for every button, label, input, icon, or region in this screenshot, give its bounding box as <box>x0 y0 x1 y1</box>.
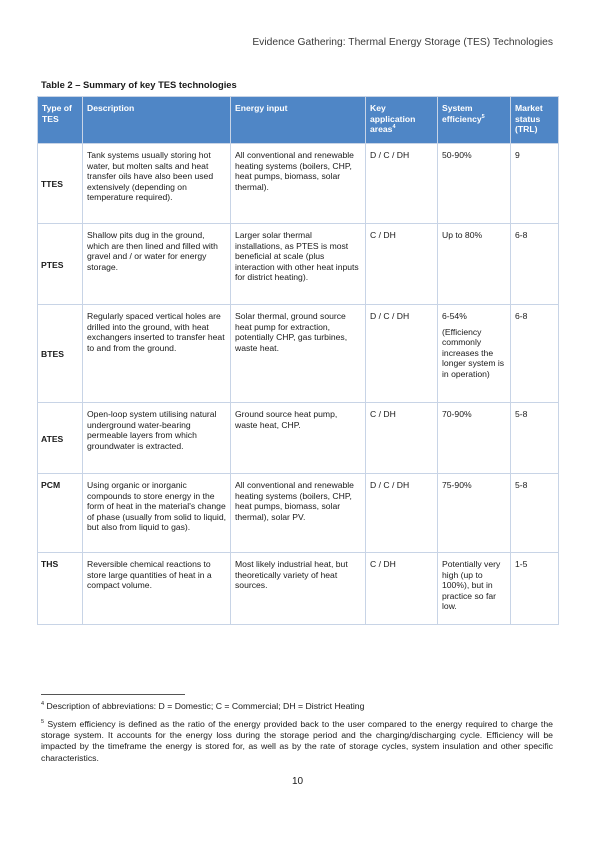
footnote-text: System efficiency is defined as the ratio of the energy provided back to the user compared to the energy required to charge the storage system. It accounts for the energy loss during the storage period and the charging/discharging cycle. Efficiency will be impacted by the timeframe the energy is stored for, as well as by the rate of storage cycles, system insulation and other specific characteristics. <box>41 719 553 763</box>
cell-energy-input: All conventional and renewable heating systems (boilers, CHP, heat pumps, biomass, solar thermal). <box>231 144 366 224</box>
footnote-ref-5: 5 <box>481 113 485 120</box>
footnote-5 <box>41 719 553 764</box>
running-header: Evidence Gathering: Thermal Energy Storage (TES) Technologies <box>252 37 553 48</box>
table-row <box>38 144 559 224</box>
header-key-application-areas: Key application areas$^4$ <box>366 97 438 144</box>
table-row <box>38 474 559 553</box>
footnote-ref-4: 4 <box>392 124 396 131</box>
footnote-divider <box>41 694 185 695</box>
cell-application-areas: C / DH <box>366 403 438 474</box>
cell-market-status: 5-8 <box>511 403 559 474</box>
cell-description: Using organic or inorganic compounds to store energy in the form of heat in the material's change of phase (usually from solid to liquid, but also from liquid to gas). <box>83 474 231 553</box>
cell-type: ATES <box>38 403 83 474</box>
cell-energy-input: Solar thermal, ground source heat pump for extraction, potentially CHP, gas turbines, waste heat. <box>231 305 366 403</box>
cell-application-areas: D / C / DH <box>366 144 438 224</box>
cell-efficiency: 75-90% <box>438 474 511 553</box>
footnote-text: Description of abbreviations: D = Domestic; C = Commercial; DH = District Heating <box>46 701 365 711</box>
header-type: Type of TES <box>38 97 83 144</box>
header-energy-input: Energy input <box>231 97 366 144</box>
footnote-number: 5 <box>41 719 45 726</box>
header-market-status: Market status (TRL) <box>511 97 559 144</box>
cell-market-status: 1-5 <box>511 553 559 625</box>
table-caption: Table 2 – Summary of key TES technologies <box>41 79 237 90</box>
cell-efficiency: Up to 80% <box>438 224 511 305</box>
page-number: 10 <box>291 776 304 787</box>
header-system-efficiency: System efficiency$^5$ <box>438 97 511 144</box>
cell-energy-input: All conventional and renewable heating systems (boilers, CHP, heat pumps, biomass, solar thermal), solar PV. <box>231 474 366 553</box>
table-header-row <box>38 97 559 144</box>
cell-type: THS <box>38 553 83 625</box>
table-row <box>38 403 559 474</box>
cell-type: PTES <box>38 224 83 305</box>
cell-application-areas: C / DH <box>366 553 438 625</box>
cell-type: BTES <box>38 305 83 403</box>
cell-energy-input: Larger solar thermal installations, as PTES is most beneficial at scale (plus interaction with other heat inputs for district heating). <box>231 224 366 305</box>
cell-description: Open-loop system utilising natural underground water-bearing permeable layers from which groundwater is extracted. <box>83 403 231 474</box>
cell-market-status: 5-8 <box>511 474 559 553</box>
cell-description: Regularly spaced vertical holes are drilled into the ground, with heat exchangers inserted to transfer heat to and from the ground. <box>83 305 231 403</box>
cell-efficiency: Potentially very high (up to 100%), but in practice so far low. <box>438 553 511 625</box>
table-row <box>38 553 559 625</box>
cell-application-areas: D / C / DH <box>366 305 438 403</box>
cell-efficiency: 70-90% <box>438 403 511 474</box>
cell-energy-input: Most likely industrial heat, but theoretically variety of heat sources. <box>231 553 366 625</box>
cell-description: Tank systems usually storing hot water, but molten salts and heat transfer oils have also been used extensively (depending on temperature required). <box>83 144 231 224</box>
cell-efficiency: 6-54% (Efficiency commonly increases the longer system is in operation) <box>438 305 511 403</box>
header-description: Description <box>83 97 231 144</box>
footnote-4 <box>41 701 553 712</box>
tes-summary-table <box>37 96 559 625</box>
cell-type: PCM <box>38 474 83 553</box>
table-row <box>38 305 559 403</box>
efficiency-note: (Efficiency commonly increases the longer system is in operation) <box>442 326 505 379</box>
table-row <box>38 224 559 305</box>
cell-application-areas: C / DH <box>366 224 438 305</box>
cell-energy-input: Ground source heat pump, waste heat, CHP. <box>231 403 366 474</box>
cell-type: TTES <box>38 144 83 224</box>
cell-description: Reversible chemical reactions to store large quantities of heat in a compact volume. <box>83 553 231 625</box>
cell-market-status: 6-8 <box>511 305 559 403</box>
cell-market-status: 6-8 <box>511 224 559 305</box>
cell-description: Shallow pits dug in the ground, which are then lined and filled with gravel and / or water for energy storage. <box>83 224 231 305</box>
footnote-number: 4 <box>41 701 45 708</box>
cell-market-status: 9 <box>511 144 559 224</box>
cell-application-areas: D / C / DH <box>366 474 438 553</box>
cell-efficiency: 50-90% <box>438 144 511 224</box>
